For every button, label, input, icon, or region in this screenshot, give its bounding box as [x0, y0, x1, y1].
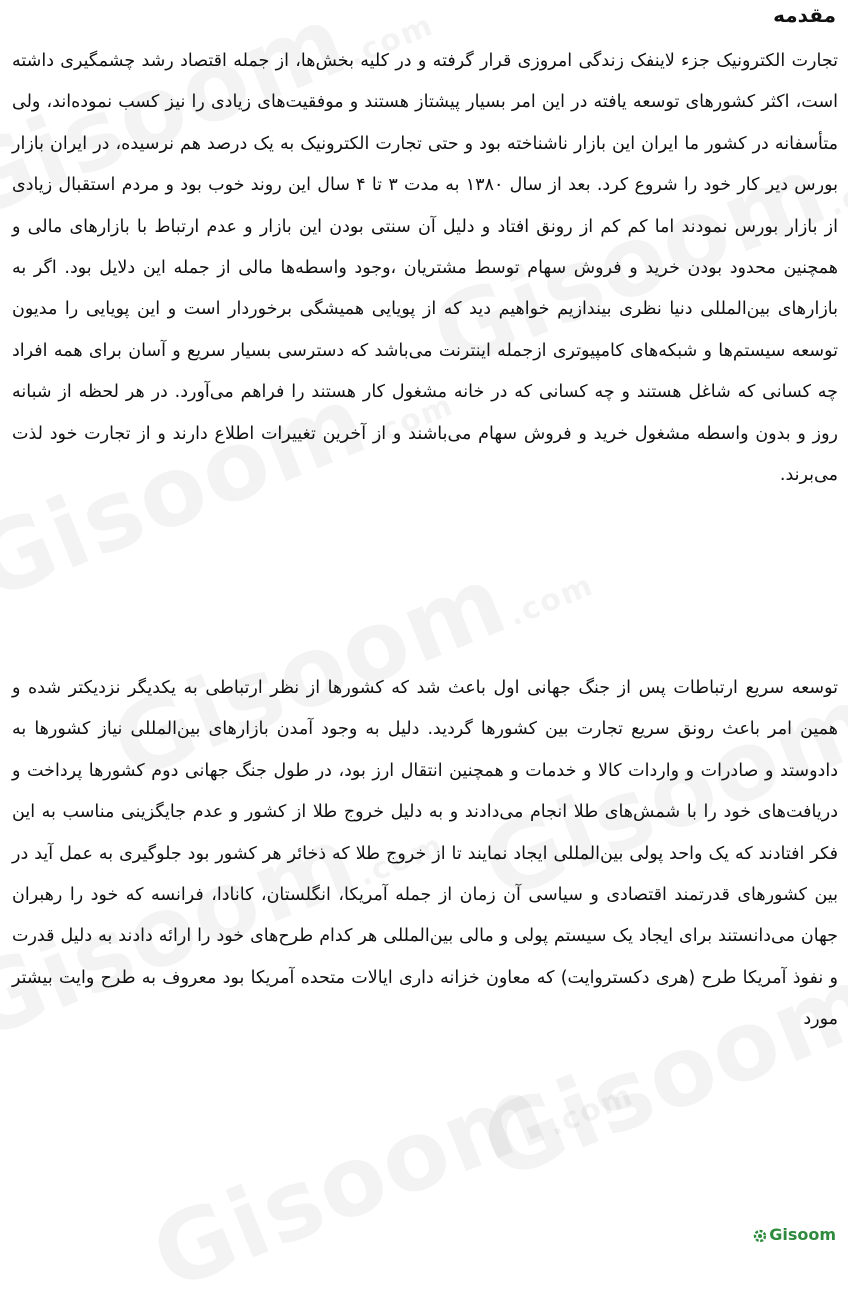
paragraph-1: تجارت الکترونیک جزء لاینفک زندگی امروزی قرار گرفته و در کلیه بخش‌ها، از جمله اقتصاد رشد چشمگیری داشته است، اکثر کشورهای توسعه یافته در این امر بسیار پیشتاز هستند و موفقیت‌های زیادی را نیز کسب نموده‌اند، ولی متأسفانه در کشور ما ایران این بازار ناشناخته بود و حتی تجارت الکترونیک به یک درصد هم نرسیده، در ایران بازار بورس دیر کار خود را شروع کرد. بعد از سال ۱۳۸۰ به مدت ۳ تا ۴ سال این روند خوب بود و مردم استقبال زیادی از بازار بورس نمودند اما کم کم از رونق افتاد و دلیل آن سنتی بودن این بازار و عدم ارتباط با بازارهای مالی و همچنین محدود بودن خرید و فروش سهام توسط مشتریان ،وجود واسطه‌ها مالی از جمله این دلایل بود. اگر به بازارهای بین‌المللی دنیا نظری بیندازیم خواهیم دید که از پویایی همیشگی برخوردار است و این پویایی را مدیون توسعه سیستم‌ها و شبکه‌های کامپیوتری ازجمله اینترنت می‌باشد که دسترسی بسیار سریع و آسان برای همه افراد چه کسانی که شاغل هستند و چه کسانی که در خانه مشغول کار هستند را فراهم می‌آورد. در هر لحظه از شبانه روز و بدون واسطه مشغول خرید و فروش سهام می‌باشند و از آخرین تغییرات اطلاع دارند و از تجارت خود لذت می‌برند.	[12, 51, 839, 486]
gear-icon	[753, 1228, 767, 1242]
paragraph-2: توسعه سریع ارتباطات پس از جنگ جهانی اول باعث شد که کشورها از نظر ارتباطی به یکدیگر نزدیکتر شده و همین امر باعث رونق سریع تجارت بین کشورها گردید. دلیل به وجود آمدن بازارهای بین‌المللی نیاز کشورها به دادوستد و صادرات و واردات کالا و خدمات و همچنین انتقال ارز بود، در طول جنگ جهانی دوم کشورها پرداخت و دریافت‌های خود را با شمش‌های طلا انجام می‌دادند و به دلیل خروج طلا از کشور و عدم جایگزینی مناسب به این فکر افتادند که یک واحد پولی بین‌المللی ایجاد نمایند تا از خروج طلا که ذخائر هر کشور بود جلوگیری به عمل آید در بین کشورهای قدرتمند اقتصادی و سیاسی آن زمان از جمله آمریکا، انگلستان، کانادا، فرانسه که خود را رهبران جهان می‌دانستند برای ایجاد یک سیستم پولی و مالی بین‌المللی هر کدام طرح‌های خود را ارائه دادند به دلیل قدرت و نفوذ آمریکا طرح (هری دکسترو‌ایت) که معاون خزانه داری ایالات متحده آمریکا بود معروف به طرح وایت بیشتر مورد	[12, 678, 838, 1030]
brand-name: Gisoom	[769, 1225, 836, 1244]
brand-logo	[753, 1225, 836, 1244]
document-heading: مقدمه	[773, 3, 836, 27]
